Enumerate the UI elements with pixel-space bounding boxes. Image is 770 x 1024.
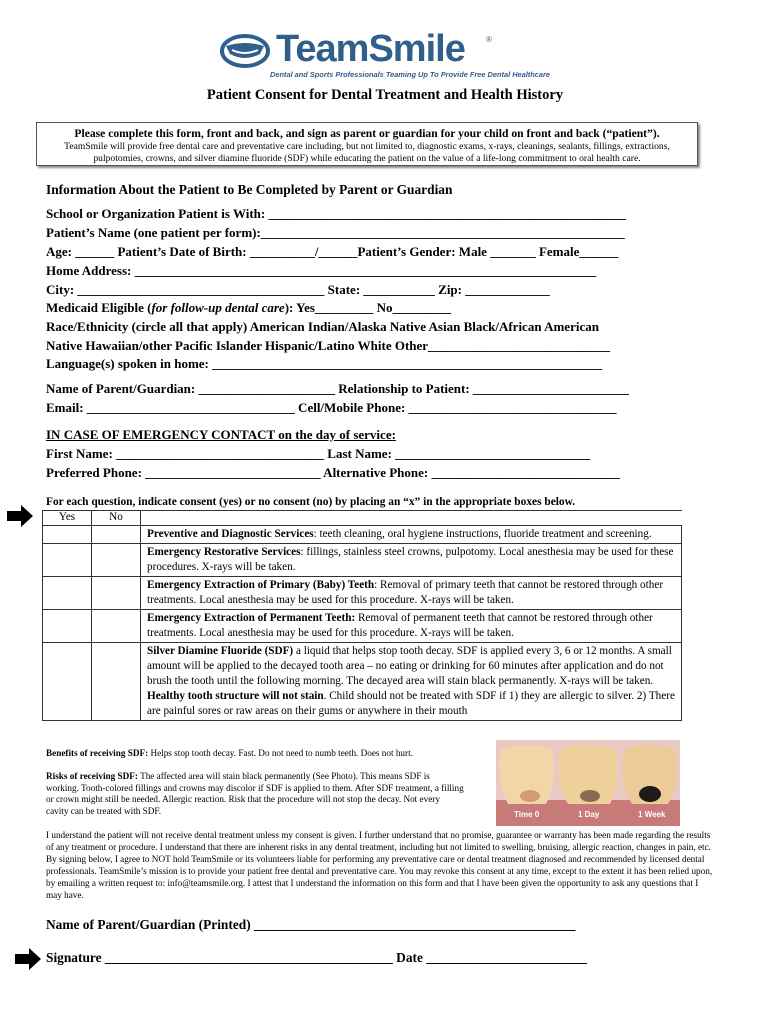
sdf-benefits	[46, 748, 486, 760]
school-field[interactable]: School or Organization Patient is With: _______________________________________________________	[46, 206, 626, 221]
medicaid-suffix: ): Yes_________ No_________	[284, 300, 452, 315]
age-dob-gender-field[interactable]: Age: ______ Patient’s Date of Birth: __________/______Patient’s Gender: Male _______ Female______	[46, 244, 619, 259]
benefits-label: Benefits of receiving SDF:	[46, 748, 149, 758]
preventive-text: : teeth cleaning, oral hygiene instructions, fluoride treatment and screening.	[313, 528, 652, 540]
permanent-extraction-title: Emergency Extraction of Permanent Teeth:	[147, 612, 356, 624]
yes-column-header: Yes	[43, 511, 92, 526]
sdf-title: Silver Diamine Fluoride (SDF)	[147, 645, 294, 657]
header-spacer	[141, 511, 682, 526]
patient-name-field[interactable]: Patient’s Name (one patient per form):________________________________________________________	[46, 225, 625, 240]
consent-instruction: For each question, indicate consent (yes) or no consent (no) by placing an “x” in the appropriate boxes below.	[46, 496, 576, 508]
race-ethnicity-field[interactable]: Race/Ethnicity (circle all that apply) American Indian/Alaska Native Asian Black/African American	[46, 319, 599, 334]
permanent-extraction-desc	[141, 610, 682, 643]
consent-header-row	[43, 511, 682, 526]
permanent-extraction-no-box[interactable]	[92, 610, 141, 643]
medicaid-prefix: Medicaid Eligible (	[46, 300, 152, 315]
race-ethnicity-field-2[interactable]: Native Hawaiian/other Pacific Islander Hispanic/Latino White Other____________________________	[46, 338, 611, 353]
registered-mark: ®	[486, 35, 492, 44]
primary-extraction-title: Emergency Extraction of Primary (Baby) Teeth	[147, 579, 375, 591]
photo-label-time0: Time 0	[514, 810, 540, 819]
arrow-right-icon	[6, 505, 34, 527]
preventive-no-box[interactable]	[92, 526, 141, 544]
consent-row-sdf	[43, 643, 682, 721]
patient-section-heading: Information About the Patient to Be Completed by Parent or Guardian	[46, 182, 453, 197]
primary-extraction-no-box[interactable]	[92, 577, 141, 610]
language-field[interactable]: Language(s) spoken in home: ____________________________________________________________	[46, 356, 603, 371]
primary-extraction-text: : Removal of primary teeth that cannot be restored through other treatments. Local anesthesia may be used for this procedure. X-rays will be taken.	[147, 579, 664, 606]
sdf-desc	[141, 643, 682, 721]
restorative-no-box[interactable]	[92, 544, 141, 577]
sdf-no-box[interactable]	[92, 643, 141, 721]
home-address-field[interactable]: Home Address: _______________________________________________________________________	[46, 263, 597, 278]
emergency-name-field[interactable]: First Name: ________________________________ Last Name: ______________________________	[46, 446, 591, 461]
notice-box	[36, 122, 698, 166]
primary-extraction-yes-box[interactable]	[43, 577, 92, 610]
preventive-desc	[141, 526, 682, 544]
medicaid-field[interactable]	[46, 300, 451, 316]
emergency-phone-field[interactable]: Preferred Phone: ___________________________ Alternative Phone: _____________________________	[46, 465, 620, 480]
restorative-text: : fillings, stainless steel crowns, pulpotomy. Local anesthesia may be used for these procedures. X-rays will be taken.	[147, 546, 674, 573]
page-title: Patient Consent for Dental Treatment and Health History	[206, 87, 564, 103]
arrow-right-icon	[14, 948, 42, 970]
city-state-zip-field[interactable]: City: ______________________________________ State: ___________ Zip: _____________	[46, 282, 550, 297]
benefits-text: Helps stop tooth decay. Fast. Do not need to numb teeth. Does not hurt.	[148, 748, 413, 758]
smile-logo-icon	[220, 34, 270, 68]
sdf-text-1: a liquid that helps stop tooth decay. SDF is applied every 3, 6 or 12 months. A small amount will be applied to the decayed tooth area – no eating or drinking for 60 minutes after application and do not brush the tooth until the following morning. The decayed area will stain black permanently. X-rays will be taken.	[147, 645, 672, 687]
email-phone-field[interactable]: Email: ________________________________ Cell/Mobile Phone: ________________________________	[46, 400, 617, 415]
restorative-yes-box[interactable]	[43, 544, 92, 577]
notice-body: TeamSmile will provide free dental care and preventative care including, but not limited to, diagnostic exams, x-rays, cleanings, sealants, fillings, extractions, pulpotomies, crowns, and silver diamine fluoride (SDF) while educating the patient on the value of a life-long commitment to oral health care.	[64, 141, 670, 164]
brand-name: TeamSmile	[276, 28, 465, 70]
medicaid-italic: for follow-up dental care	[151, 300, 285, 315]
consent-row-restorative	[43, 544, 682, 577]
sdf-yes-box[interactable]	[43, 643, 92, 721]
printed-name-field[interactable]: Name of Parent/Guardian (Printed) ________________________________________________	[46, 917, 576, 932]
risks-text: The affected area will stain black permanently (See Photo). This means SDF is working. Tooth-colored fillings and crowns may discolor if SDF is applied to them. After SDF treatment, a filling or crown might still be needed. Allergic reaction. Risk that the procedure will not stop the decay. Not every cavity can be treated with SDF.	[46, 771, 464, 816]
permanent-extraction-yes-box[interactable]	[43, 610, 92, 643]
consent-row-primary-extraction	[43, 577, 682, 610]
preventive-title: Preventive and Diagnostic Services	[147, 528, 314, 540]
consent-row-permanent-extraction	[43, 610, 682, 643]
restorative-title: Emergency Restorative Services	[147, 546, 301, 558]
signature-date-field[interactable]: Signature ___________________________________________ Date ________________________	[46, 950, 587, 965]
sdf-bold: Healthy tooth structure will not stain	[147, 690, 324, 702]
photo-label-1day: 1 Day	[578, 810, 600, 819]
agreement-text: I understand the patient will not receive dental treatment unless my consent is given. I further understand that no promise, guarantee or warranty has been made regarding the results of any treatment or procedure. I understand that there are inherent risks in any dental treatment, including but not limited to swelling, bruising, allergic reaction, changes in pain, etc. By signing below, I agree to NOT hold TeamSmile or its volunteers liable for performing any preventative care or dental treatment diagnosed and recommended by licensed dental professionals. TeamSmile’s mission is to provide your patient free dental and preventative care. You may revoke this consent at any time, except to the extent it has been relied upon, by emailing a written request to: info@teamsmile.org. I attest that I understand the information on this form and that I have been given the opportunity to ask any questions that I may have.	[46, 830, 713, 900]
notice-heading: Please complete this form, front and back, and sign as parent or guardian for your child on front and back (“patient”).	[74, 127, 660, 140]
consent-row-preventive	[43, 526, 682, 544]
parent-guardian-field[interactable]: Name of Parent/Guardian: _____________________ Relationship to Patient: ________________________	[46, 381, 629, 396]
photo-label-1week: 1 Week	[638, 810, 666, 819]
emergency-heading: IN CASE OF EMERGENCY CONTACT on the day of service:	[46, 427, 396, 442]
preventive-yes-box[interactable]	[43, 526, 92, 544]
risks-label: Risks of receiving SDF:	[46, 771, 138, 781]
permanent-extraction-text: Removal of permanent teeth that cannot be restored through other treatments. Local anesthesia may be used for this procedure. X-rays will be taken.	[147, 612, 653, 639]
brand-tagline: Dental and Sports Professionals Teaming Up To Provide Free Dental Healthcare	[270, 70, 550, 79]
restorative-desc	[141, 544, 682, 577]
sdf-text-2: . Child should not be treated with SDF if 1) they are allergic to silver. 2) There are painful sores or raw areas on their gums or anywhere in their mouth	[147, 690, 675, 717]
consent-table	[42, 510, 682, 721]
sdf-risks	[46, 771, 464, 817]
teamsmile-logo	[220, 28, 550, 82]
primary-extraction-desc	[141, 577, 682, 610]
sdf-teeth-photo	[496, 740, 680, 826]
no-column-header: No	[92, 511, 141, 526]
